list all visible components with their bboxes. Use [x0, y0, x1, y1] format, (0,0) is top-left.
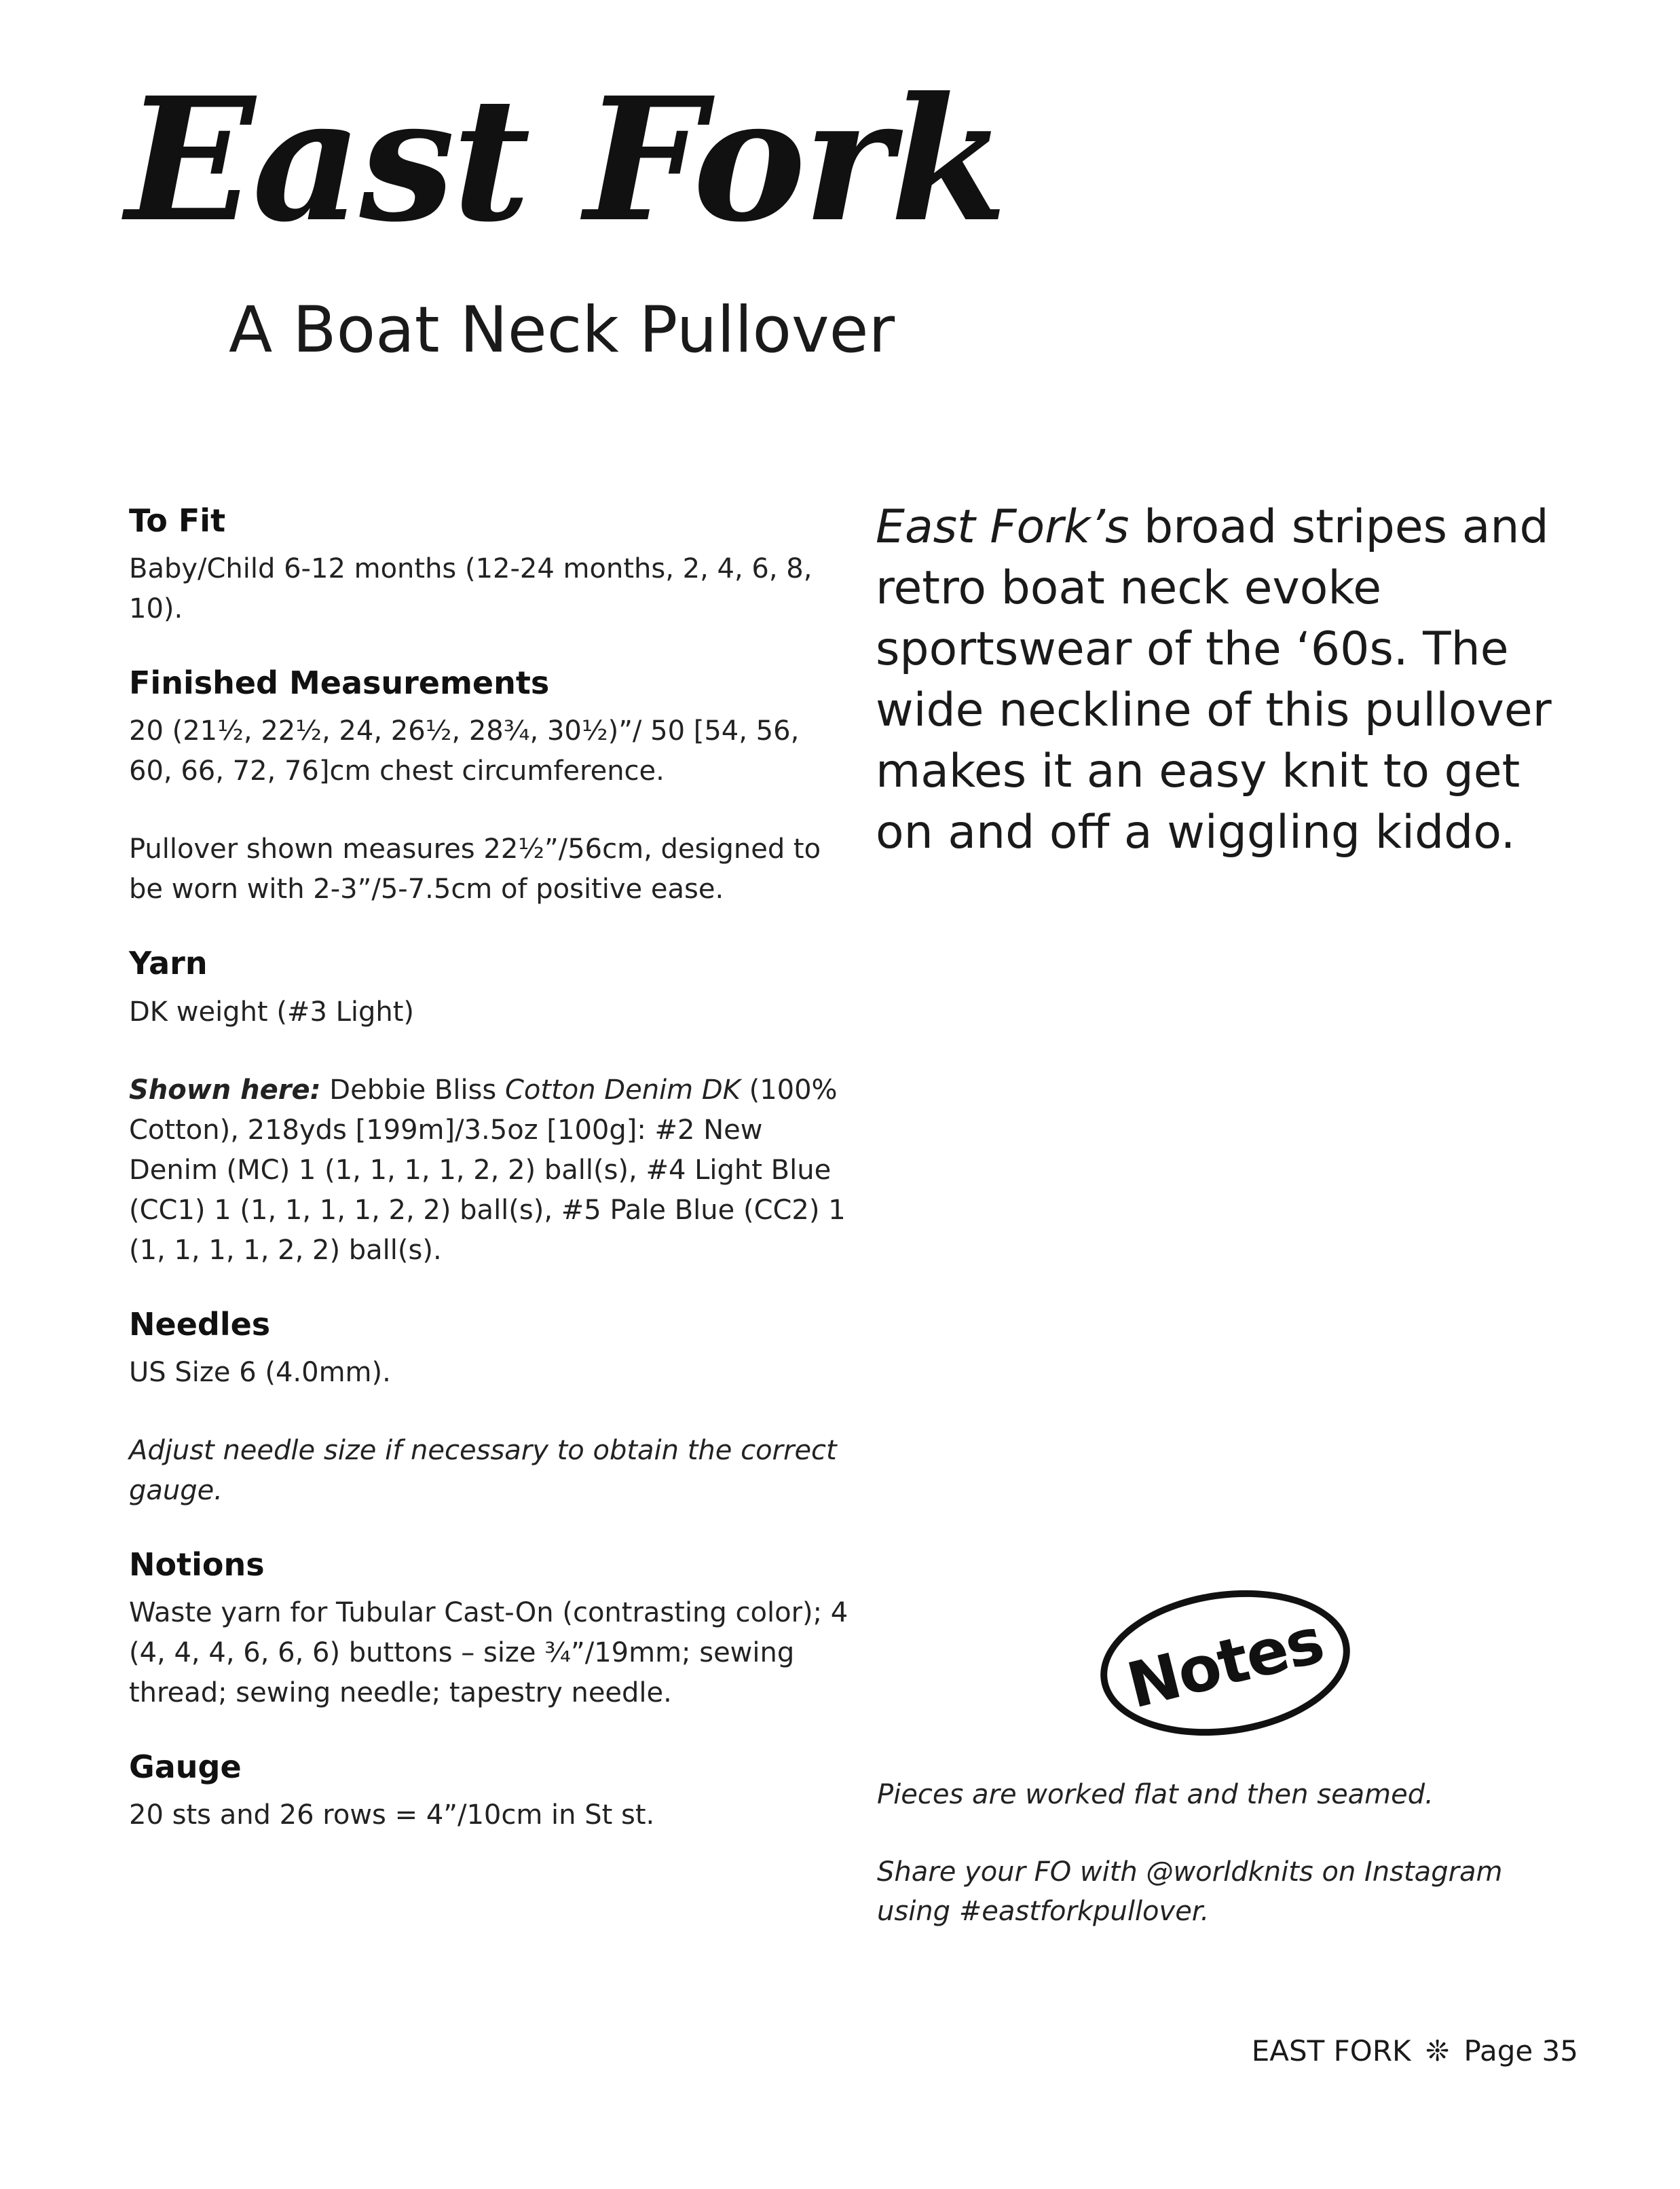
footer-label: EAST FORK	[1251, 2034, 1411, 2068]
footer-separator-icon: ❊	[1425, 2034, 1450, 2068]
finished-measurements-heading: Finished Measurements	[129, 665, 550, 702]
intro-italic: East Fork’s	[876, 500, 1130, 554]
notions-heading: Notions	[129, 1546, 265, 1583]
yarn-details: (100% Cotton), 218yds [199m]/3.5oz [100g]: #2 New Denim (MC) 1 (1, 1, 1, 1, 2, 2) ball(s), #4 Light Blue (CC1) 1 (1, 1, 1, 1, 2, 2) ball(s), #5 Pale Blue (CC2) 1 (1, 1, 1, 1, 2, 2) ball(s).	[129, 1074, 846, 1266]
needles-text: US Size 6 (4.0mm).	[129, 1356, 391, 1388]
notes-line-1: Pieces are worked flat and then seamed.	[877, 1779, 1434, 1810]
section-gauge	[129, 1748, 848, 1835]
shown-here-text	[129, 1070, 848, 1271]
page-number: Page 35	[1463, 2034, 1578, 2068]
to-fit-heading: To Fit	[129, 502, 226, 539]
pattern-subtitle: A Boat Neck Pullover	[229, 293, 895, 367]
yarn-heading: Yarn	[129, 945, 208, 982]
notes-badge-label: Notes	[1120, 1603, 1330, 1723]
gauge-text: 20 sts and 26 rows = 4”/10cm in St st.	[129, 1799, 655, 1831]
gauge-heading: Gauge	[129, 1748, 242, 1785]
pattern-title: East Fork	[126, 60, 1005, 259]
intro-paragraph	[876, 497, 1554, 863]
section-finished-measurements	[129, 665, 848, 910]
finished-measurements-text: 20 (21½, 22½, 24, 26½, 28¾, 30½)”/ 50 [54, 56, 60, 66, 72, 76]cm chest circumference.	[129, 715, 800, 787]
yarn-weight-text: DK weight (#3 Light)	[129, 996, 415, 1028]
notes-line-2: Share your FO with @worldknits on Instagram using #eastforkpullover.	[877, 1856, 1503, 1927]
shown-here-label: Shown here:	[129, 1074, 321, 1106]
yarn-name: Cotton Denim DK	[504, 1074, 741, 1106]
notions-text: Waste yarn for Tubular Cast-On (contrasting color); 4 (4, 4, 4, 6, 6, 6) buttons – size ¾”/19mm; sewing thread; sewing needle; tapestry needle.	[129, 1596, 848, 1708]
section-yarn	[129, 945, 848, 1270]
pullover-shown-text: Pullover shown measures 22½”/56cm, designed to be worn with 2-3”/5-7.5cm of positive ease.	[129, 834, 821, 905]
section-notions	[129, 1546, 848, 1713]
intro-text: broad stripes and retro boat neck evoke sportswear of the ‘60s. The wide neckline of this pullover makes it an easy knit to get on and off a wiggling kiddo.	[876, 500, 1552, 859]
needles-heading: Needles	[129, 1305, 271, 1343]
page-footer	[1252, 2034, 1578, 2068]
pattern-details	[129, 502, 848, 1871]
to-fit-text: Baby/Child 6-12 months (12-24 months, 2, 4, 6, 8, 10).	[129, 553, 813, 625]
section-needles	[129, 1306, 848, 1511]
notes-section	[877, 1775, 1556, 1969]
yarn-brand: Debbie Bliss	[320, 1074, 505, 1106]
section-to-fit	[129, 502, 848, 629]
needles-note: Adjust needle size if necessary to obtain the correct gauge.	[129, 1434, 837, 1506]
notes-badge	[1091, 1575, 1360, 1751]
